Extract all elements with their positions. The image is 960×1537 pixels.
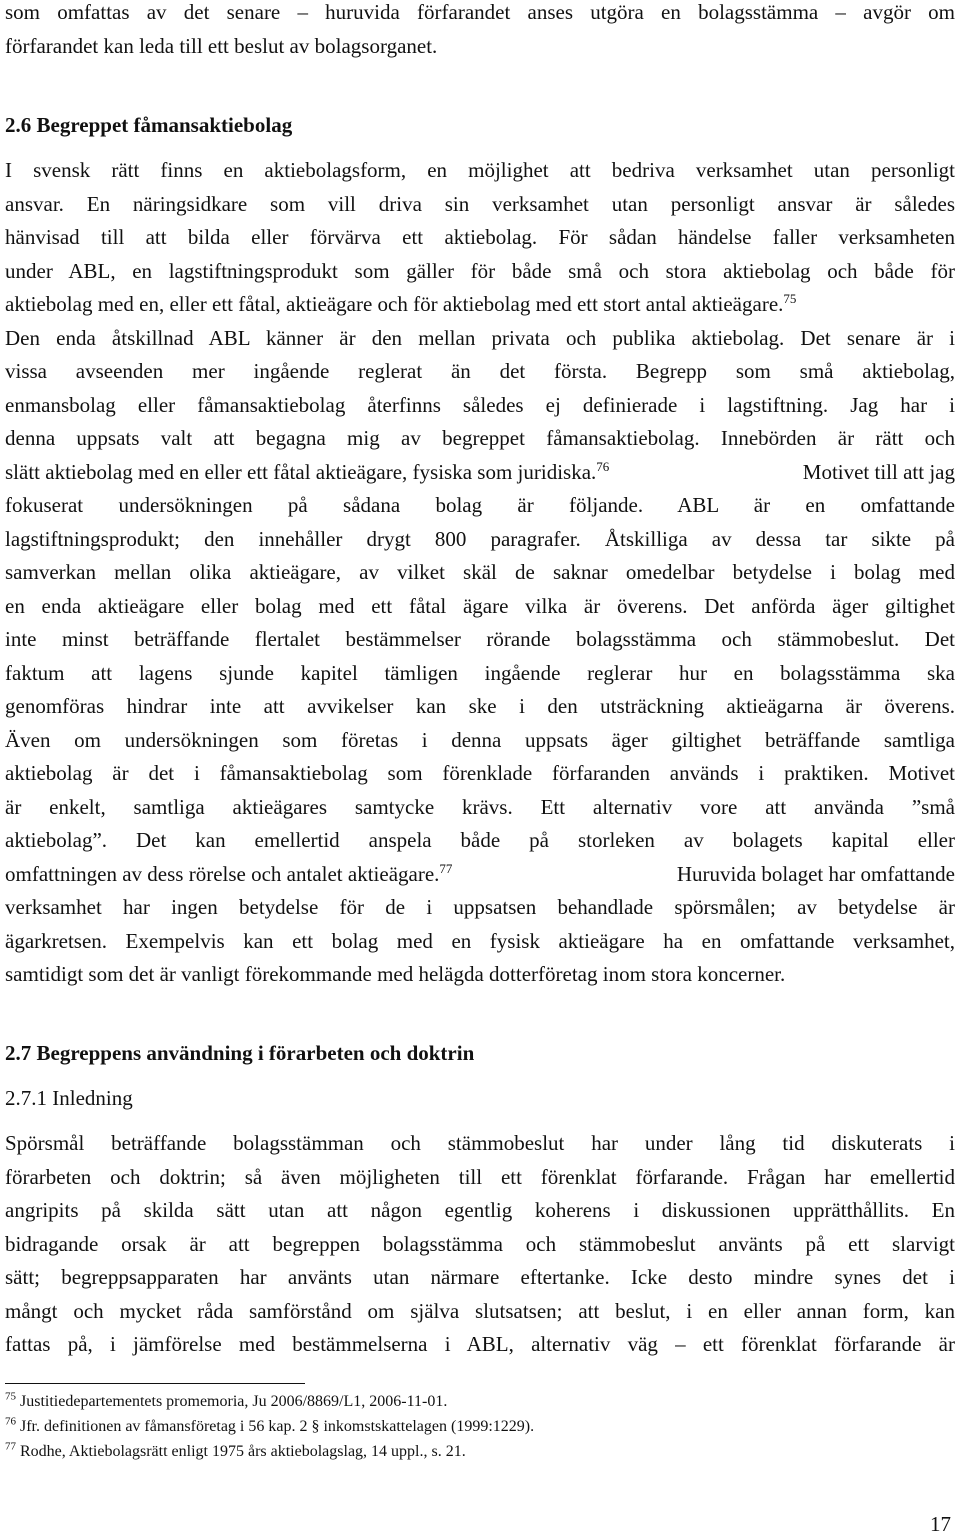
- body-line: aktiebolag är det i fåmansaktiebolag som förenklade förfaranden används i praktiken. Motivet: [5, 761, 955, 785]
- body-line: som omfattas av det senare – huruvida förfarandet anses utgöra en bolagsstämma – avgör om: [5, 0, 955, 24]
- body-line: I svensk rätt finns en aktiebolagsform, en möjlighet att bedriva verksamhet utan personligt: [5, 158, 955, 182]
- body-line: samtidigt som det är vanligt förekommande med helägda dotterföretag inom stora koncerner.: [5, 962, 786, 986]
- body-text: slätt aktiebolag med en eller ett fåtal aktieägare, fysiska som juridiska.: [5, 460, 597, 484]
- body-line-with-footnote: [5, 292, 955, 316]
- body-line: enmansbolag eller fåmansaktiebolag återfinns således ej definierade i lagstiftning. Jag har i: [5, 393, 955, 417]
- body-line: ägarkretsen. Exempelvis kan ett bolag med en fysisk aktieägare ha en omfattande verksamhet,: [5, 929, 955, 953]
- page-number: 17: [930, 1512, 951, 1536]
- body-text: Motivet till att jag: [802, 460, 955, 484]
- body-line: under ABL, en lagstiftningsprodukt som gäller för både små och stora aktiebolag och både för: [5, 259, 955, 283]
- body-line: angripits på skilda sätt utan att någon egentlig koherens i diskussionen upprätthållits. En: [5, 1198, 955, 1222]
- body-line: aktiebolag”. Det kan emellertid anspela både på storleken av bolagets kapital eller: [5, 828, 955, 852]
- section-heading-2-7: 2.7 Begreppens användning i förarbeten och doktrin: [5, 1041, 475, 1065]
- body-line: faktum att lagens sjunde kapitel tämligen ingående reglerar hur en bolagsstämma ska: [5, 661, 955, 685]
- footnote-ref-76[interactable]: 76: [596, 459, 610, 474]
- body-line: fokuserat undersökningen på sådana bolag är följande. ABL är en omfattande: [5, 493, 955, 517]
- body-line: samverkan mellan olika aktieägare, av vilket skäl de saknar omedelbar betydelse i bolag med: [5, 560, 955, 584]
- body-line: sätt; begreppsapparaten har använts utan närmare eftertanke. Icke desto mindre synes det i: [5, 1265, 955, 1289]
- footnote-75: [5, 1390, 448, 1411]
- body-line: Även om undersökningen som företas i denna uppsats äger giltighet beträffande samtliga: [5, 728, 955, 752]
- subsection-heading-2-7-1: 2.7.1 Inledning: [5, 1086, 133, 1110]
- footnote-text: Justitiedepartementets promemoria, Ju 2006/8869/L1, 2006-11-01.: [20, 1393, 448, 1410]
- body-text: Huruvida bolaget har omfattande: [676, 862, 955, 886]
- footnote-ref-77[interactable]: 77: [439, 861, 453, 876]
- body-line: inte minst beträffande flertalet bestämmelser rörande bolagsstämma och stämmobeslut. Det: [5, 627, 955, 651]
- footnote-77: [5, 1440, 466, 1461]
- footnote-text: Jfr. definitionen av fåmansföretag i 56 kap. 2 § inkomstskattelagen (1999:1229).: [20, 1418, 535, 1435]
- section-heading-2-6: 2.6 Begreppet fåmansaktiebolag: [5, 113, 293, 137]
- body-line: vissa avseenden mer ingående reglerat än det första. Begrepp som små aktiebolag,: [5, 359, 955, 383]
- body-line: Den enda åtskillnad ABL känner är den mellan privata och publika aktiebolag. Det senare är i: [5, 326, 955, 350]
- body-line: genomföras hindrar inte att avvikelser kan ske i den utsträckning aktieägarna är överens.: [5, 694, 955, 718]
- body-line: hänvisad till att bilda eller förvärva ett aktiebolag. För sådan händelse faller verksamheten: [5, 225, 955, 249]
- body-line: denna uppsats valt att begagna mig av begreppet fåmansaktiebolag. Innebörden är rätt och: [5, 426, 955, 450]
- footnote-number: 75: [5, 1390, 16, 1403]
- footnote-76: [5, 1415, 535, 1436]
- body-text: omfattningen av dess rörelse och antalet aktieägare.: [5, 862, 440, 886]
- body-line: Spörsmål beträffande bolagsstämman och stämmobeslut har under lång tid diskuterats i: [5, 1131, 955, 1155]
- body-line-with-footnote: [5, 460, 955, 484]
- body-line-with-footnote: [5, 862, 955, 886]
- body-line: är enkelt, samtliga aktieägares samtycke krävs. Ett alternativ vore att använda ”små: [5, 795, 955, 819]
- body-line: mångt och mycket råda samförstånd om själva slutsatsen; att beslut, i en eller annan form, kan: [5, 1299, 955, 1323]
- body-line: förarbeten och doktrin; så även möjligheten till ett förenklat förfarande. Frågan har emellertid: [5, 1165, 955, 1189]
- document-page: [5, 0, 955, 1537]
- body-line: fattas på, i jämförelse med bestämmelserna i ABL, alternativ väg – ett förenklat förfarande är: [5, 1332, 955, 1356]
- footnote-text: Rodhe, Aktiebolagsrätt enligt 1975 års aktiebolagslag, 14 uppl., s. 21.: [20, 1443, 466, 1460]
- body-line: en enda aktieägare eller bolag med ett fåtal ägare vilka är överens. Det anförda äger giltighet: [5, 594, 955, 618]
- body-text: aktiebolag med en, eller ett fåtal, aktieägare och för aktiebolag med ett stort antal aktieägare.: [5, 292, 784, 316]
- body-line: förfarandet kan leda till ett beslut av bolagsorganet.: [5, 34, 438, 58]
- body-line: ansvar. En näringsidkare som vill driva sin verksamhet utan personligt ansvar är således: [5, 192, 955, 216]
- footnote-number: 77: [5, 1440, 16, 1453]
- body-line: bidragande orsak är att begreppen bolagsstämma och stämmobeslut använts på ett slarvigt: [5, 1232, 955, 1256]
- body-line: verksamhet har ingen betydelse för de i uppsatsen behandlade spörsmålen; av betydelse är: [5, 895, 955, 919]
- footnote-separator: [5, 1383, 305, 1384]
- footnote-ref-75[interactable]: 75: [783, 291, 797, 306]
- footnote-number: 76: [5, 1415, 16, 1428]
- body-line: lagstiftningsprodukt; den innehåller drygt 800 paragrafer. Åtskilliga av dessa tar sikte på: [5, 527, 955, 551]
